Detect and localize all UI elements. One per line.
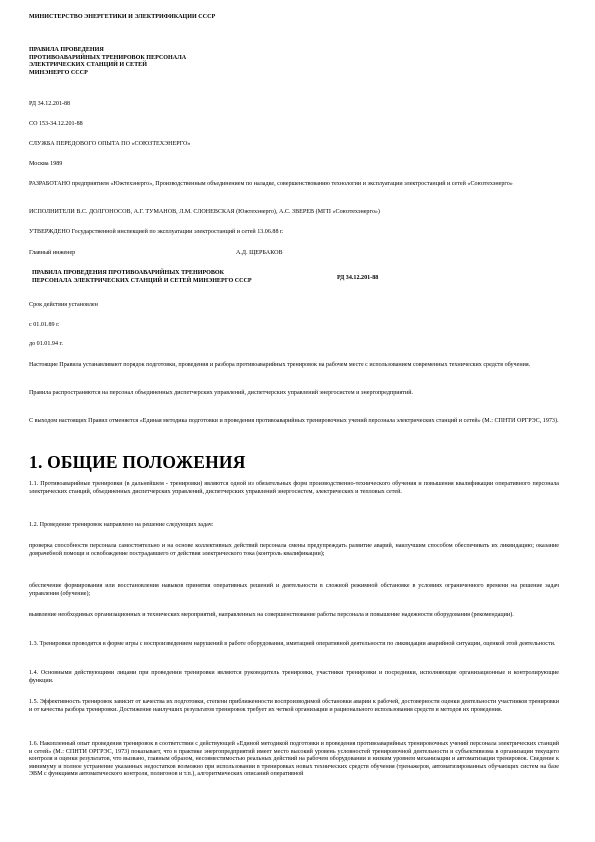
- document-header: [29, 14, 559, 22]
- intro-text-1: Настоящие Правила устанавливают порядок подготовки, проведения и разбора противоаварийных тренировок на рабочем месте с использованием современных технических средств обучения.: [29, 362, 531, 368]
- paragraph-1-2: [29, 522, 559, 530]
- city-year-text: Москва 1989: [29, 161, 63, 167]
- chief-name: А.Д. ЩЕРБАКОВ: [236, 250, 283, 256]
- intro-paragraph-1: [29, 362, 559, 370]
- executors-paragraph: [29, 209, 559, 217]
- paragraph-tasks-1-text: проверка способности персонала самостоятельно и на основе коллективных действий персонала смены предупреждать развитие аварий, наилучшим способом обеспечивать их ликвидацию; оказание доврачебной помощи и освобождение пострадавшего от действия электрического тока (контроль квалификации);: [29, 543, 559, 557]
- title-line-1: ПРАВИЛА ПРОВЕДЕНИЯ: [29, 47, 104, 53]
- city-year: [29, 161, 559, 169]
- doc-title-line-1: ПРАВИЛА ПРОВЕДЕНИЯ ПРОТИВОАВАРИЙНЫХ ТРЕНИРОВОК: [32, 270, 225, 276]
- paragraph-1-5-text: 1.5. Эффективность тренировок зависит от качества их подготовки, степени приближенности воспроизводимой обстановки аварии к рабочей, достоверности оценки деятельности участников тренировки и от качества разбора тренировки. Достижение наилучших результатов тренировок требует их четкой организации и рационального использования средств и методов их проведения.: [29, 699, 559, 713]
- rd-code-text: РД 34.12.201-88: [29, 101, 71, 107]
- validity-from: [29, 322, 559, 330]
- paragraph-1-1: [29, 481, 559, 496]
- paragraph-1-5: [29, 699, 559, 714]
- paragraph-1-3-text: 1.3. Тренировки проводятся в форме игры с воспроизведением нарушений в работе оборудования, имитацией оперативной деятельности по ликвидации аварийной ситуации, оценкой этой деятельности.: [29, 641, 556, 647]
- paragraph-tasks-3: [29, 612, 559, 620]
- rd-code: [29, 101, 559, 109]
- title-line-4: МИНЭНЕРГО СССР: [29, 69, 88, 76]
- title-line-3: ЭЛЕКТРИЧЕСКИХ СТАНЦИЙ И СЕТЕЙ: [29, 62, 147, 69]
- paragraph-tasks-2: [29, 583, 559, 598]
- validity-to-text: до 01.01.94 г.: [29, 341, 63, 347]
- paragraph-1-4: [29, 670, 559, 685]
- paragraph-tasks-1: [29, 543, 559, 558]
- developed-text: РАЗРАБОТАНО предприятием «Южтехэнерго», Производственным объединением по наладке, совершенствованию технологии и эксплуатации электростанций и сетей «Союзтехэнерго»: [29, 181, 513, 187]
- paragraph-1-3: [29, 641, 559, 649]
- so-code: [29, 121, 559, 129]
- intro-paragraph-2: [29, 390, 559, 398]
- intro-text-2: Правила распространяются на персонал объединенных диспетчерских управлений, диспетчерских управлений энергосистем и энергопредприятий.: [29, 390, 414, 396]
- title-lines: [29, 47, 559, 77]
- executors-text: ИСПОЛНИТЕЛИ В.С. ДОЛГОНОСОВ, А.Г. ТУМАНОВ, Л.М. СЛОНЕВСКАЯ (Южтехэнерго), А.С. ЗВЕРЕВ (МГП «Союзтехэнерго»): [29, 209, 380, 215]
- intro-paragraph-3: [29, 418, 559, 426]
- paragraph-tasks-2-text: обеспечение формирования или восстановления навыков принятия оперативных решений и деятельности в сложной режимной обстановке в условиях ограниченного времени на решение задач управления (обучение);: [29, 583, 559, 597]
- paragraph-1-2-text: 1.2. Проведение тренировок направлено на решение следующих задач:: [29, 522, 214, 528]
- validity-from-text: с 01.01.89 г.: [29, 322, 60, 328]
- so-code-text: СО 153-34.12.201-88: [29, 121, 83, 127]
- service-line: [29, 141, 559, 149]
- approved-text: УТВЕРЖДЕНО Государственной инспекцией по эксплуатации электростанций и сетей 13.06.88 г.: [29, 229, 284, 235]
- paragraph-1-6-text: 1.6. Накопленный опыт проведения тренировок в соответствии с действующей «Единой методикой подготовки и проведения противоаварийных тренировочных учений персонала электрических станций и сетей» (М.: СПНТИ ОРГРЭС, 1973) показывает, что в практике энергопредприятий имеет место высокий уровень условностей тренировочной деятельности и субъективизма в организации текущего контроля и оценки результатов, что вызвано, главным образом, несовместимостью реальных действий на рабочем оборудовании и низким уровнем механизации и автоматизации тренировок. Сведение к минимуму и полное устранение указанных недостатков возможно при использовании в тренировках новых технических средств обучения (тренажеров, автоматизированных обучающих систем на базе ЭВМ с функциями автоматического контроля, полигонов и т.п.), алгоритмических описаний оперативной: [29, 741, 559, 778]
- approved-paragraph: [29, 229, 559, 237]
- paragraph-tasks-3-text: выявление необходимых организационных и технических мероприятий, направленных на совершенствование работы персонала и повышение надежности оборудования (рекомендации).: [29, 612, 514, 618]
- paragraph-1-6: [29, 741, 559, 779]
- validity-label-text: Срок действия установлен: [29, 302, 98, 308]
- doc-title-code-text: РД 34.12.201-88: [337, 275, 379, 281]
- chief-label: Главный инженер: [29, 250, 76, 256]
- section-heading: 1. ОБЩИЕ ПОЛОЖЕНИЯ: [29, 452, 246, 472]
- doc-title-code: [337, 275, 378, 283]
- doc-title-line-2: ПЕРСОНАЛА ЭЛЕКТРИЧЕСКИХ СТАНЦИЙ И СЕТЕЙ МИНЭНЕРГО СССР: [32, 277, 252, 284]
- paragraph-1-1-text: 1.1. Противоаварийные тренировки (в дальнейшем - тренировки) являются одной из обязательных форм производственно-технического обучения и повышения квалификации оперативного персонала электрических станций, объединенных диспетчерских управлений, диспетчерских управлений энергосистем, электрических и тепловых сетей.: [29, 481, 559, 495]
- paragraph-1-4-text: 1.4. Основными действующими лицами при проведении тренировки являются руководитель тренировки, участники тренировки и посредники, исполняющие организационные и контролирующие функции.: [29, 670, 559, 684]
- ministry-line: МИНИСТЕРСТВО ЭНЕРГЕТИКИ И ЭЛЕКТРИФИКАЦИИ СССР: [29, 14, 216, 20]
- document-title: [32, 270, 532, 285]
- service-text: СЛУЖБА ПЕРЕДОВОГО ОПЫТА ПО «СОЮЗТЕХЭНЕРГО»: [29, 141, 191, 147]
- developed-paragraph: [29, 181, 559, 189]
- validity-label: [29, 302, 559, 310]
- validity-to: [29, 341, 559, 349]
- title-line-2: ПРОТИВОАВАРИЙНЫХ ТРЕНИРОВОК ПЕРСОНАЛА: [29, 54, 187, 61]
- intro-text-3: С выходом настоящих Правил отменяется «Единая методика подготовки и проведения противоаварийных тренировочных учений персонала электрических станций и сетей» (М.: СПНТИ ОРГРЭС, 1973).: [29, 418, 559, 424]
